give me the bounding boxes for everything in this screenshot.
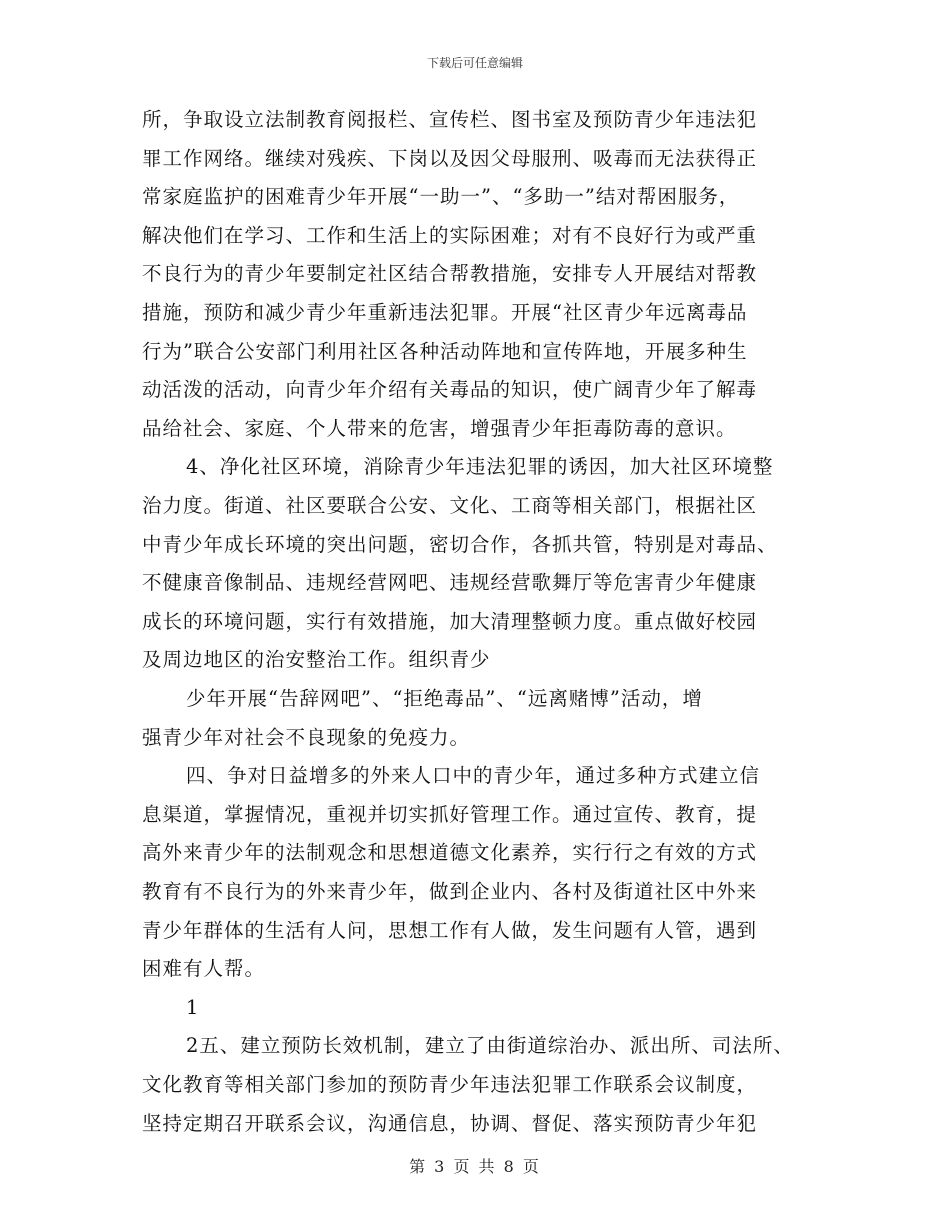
text-line: 不良行为的青少年要制定社区结合帮教措施，安排专人开展结对帮教 bbox=[142, 262, 758, 286]
text-line: 罪工作网络。继续对残疾、下岗以及因父母服刑、吸毒而无法获得正 bbox=[142, 146, 758, 170]
text-line: 教育有不良行为的外来青少年，做到企业内、各村及街道社区中外来 bbox=[142, 880, 758, 903]
text-line: 治力度。街道、社区要联合公安、文化、工商等相关部门，根据社区 bbox=[142, 494, 758, 517]
text-line: 4、净化社区环境，消除青少年违法犯罪的诱因，加大社区环境整 bbox=[186, 455, 774, 479]
text-line: 行为”联合公安部门利用社区各种活动阵地和宣传阵地，开展多种生 bbox=[142, 339, 748, 363]
text-line: 品给社会、家庭、个人带来的危害，增强青少年拒毒防毒的意识。 bbox=[142, 416, 737, 440]
text-line: 青少年群体的生活有人问，思想工作有人做，发生问题有人管，遇到 bbox=[142, 918, 758, 942]
text-line: 少年开展“告辞网吧”、“拒绝毒品”、“远离赌博”活动，增 bbox=[186, 687, 703, 710]
text-line: 不健康音像制品、违规经营网吧、违规经营歌舞厅等危害青少年健康 bbox=[142, 571, 758, 595]
text-line: 动活泼的活动，向青少年介绍有关毒品的知识，使广阔青少年了解毒 bbox=[142, 378, 758, 402]
text-line: 1 bbox=[186, 995, 200, 1019]
text-line: 强青少年对社会不良现象的免疫力。 bbox=[142, 725, 471, 749]
text-line: 高外来青少年的法制观念和思想道德文化素养，实行行之有效的方式 bbox=[142, 841, 758, 865]
page-footer: 第 3 页 共 8 页 bbox=[409, 1157, 541, 1176]
text-line: 所，争取设立法制教育阅报栏、宣传栏、图书室及预防青少年违法犯 bbox=[142, 108, 758, 131]
text-line: 解决他们在学习、工作和生活上的实际困难；对有不良好行为或严重 bbox=[142, 223, 758, 247]
text-line: 中青少年成长环境的突出问题，密切合作，各抓共管，特别是对毒品、 bbox=[142, 532, 778, 556]
text-line: 措施，预防和减少青少年重新违法犯罪。开展“社区青少年远离毒品 bbox=[142, 301, 748, 324]
text-line: 成长的环境问题，实行有效措施，加大清理整顿力度。重点做好校园 bbox=[142, 609, 758, 633]
page-header: 下载后可任意编辑 bbox=[426, 56, 523, 70]
text-line: 及周边地区的治安整治工作。组织青少 bbox=[142, 648, 491, 672]
text-line: 困难有人帮。 bbox=[142, 957, 266, 981]
text-line: 息渠道，掌握情况，重视并切实抓好管理工作。通过宣传、教育，提 bbox=[142, 802, 758, 826]
text-line: 文化教育等相关部门参加的预防青少年违法犯罪工作联系会议制度， bbox=[142, 1073, 758, 1096]
text-line: 常家庭监护的困难青少年开展“一助一”、“多助一”结对帮困服务， bbox=[142, 185, 740, 209]
text-line: 2五、建立预防长效机制，建立了由街道综治办、派出所、司法所、 bbox=[186, 1034, 794, 1058]
text-line: 坚持定期召开联系会议，沟通信息，协调、督促、落实预防青少年犯 bbox=[142, 1111, 758, 1135]
text-line: 四、争对日益增多的外来人口中的青少年，通过多种方式建立信 bbox=[186, 764, 761, 788]
